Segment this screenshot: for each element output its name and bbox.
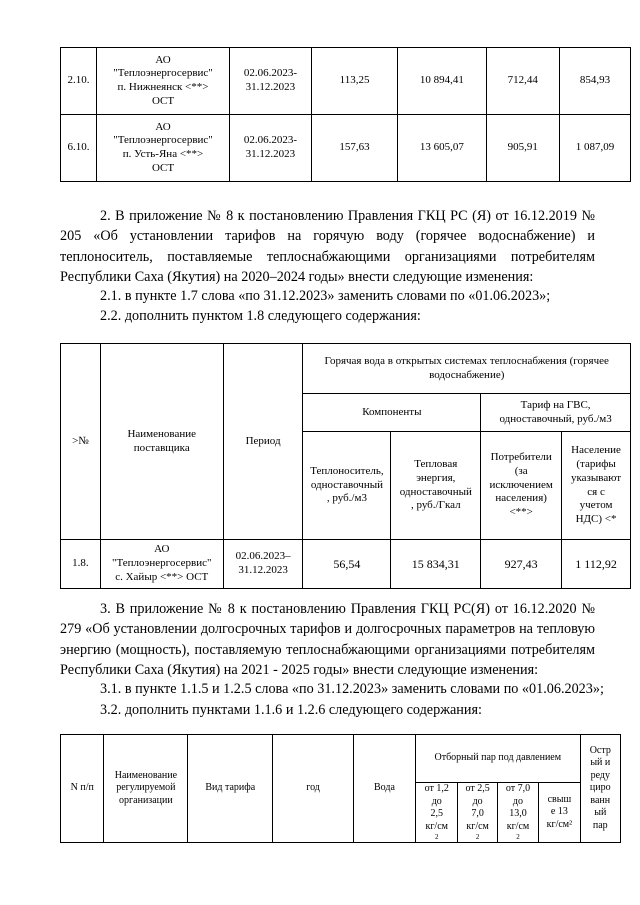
- value-cell: 13 605,07: [398, 115, 486, 182]
- header-tariff-type: Вид тарифа: [188, 735, 273, 843]
- value-cell: 113,25: [311, 48, 398, 115]
- value-cell: 56,54: [303, 540, 391, 589]
- header-period: Период: [223, 344, 303, 540]
- header-year: год: [273, 735, 354, 843]
- row-number: 1.8.: [61, 540, 101, 589]
- heat-tariff-table: [60, 734, 621, 843]
- header-pressure-4: свыш е 13 кг/см²: [539, 783, 580, 843]
- header-tariff: Тариф на ГВС, одноставочный, руб./м3: [481, 394, 631, 432]
- organization-name: АО "Теплоэнергосервис" п. Нижнеянск <**> ОСТ: [97, 48, 230, 115]
- header-pressure-1: от 1,2 до 2,5 кг/см 2: [416, 783, 458, 843]
- value-cell: 157,63: [311, 115, 398, 182]
- section-2-item-2: 2.2. дополнить пунктом 1.8 следующего содержания:: [100, 308, 421, 324]
- section-3-item-1: 3.1. в пункте 1.1.5 и 1.2.5 слова «по 31.12.2023» заменить словами по «01.06.2023»;: [100, 681, 604, 697]
- value-cell: 10 894,41: [398, 48, 486, 115]
- table-header-row: [61, 344, 631, 394]
- period: 02.06.2023- 31.12.2023: [230, 48, 312, 115]
- table-row: [61, 115, 631, 182]
- row-number: 2.10.: [61, 48, 97, 115]
- header-population: Население (тарифы указывают ся с учетом НДС) <*: [562, 432, 631, 540]
- value-cell: 15 834,31: [391, 540, 481, 589]
- tariff-table-1: [60, 47, 631, 182]
- value-cell: 1 087,09: [560, 115, 631, 182]
- header-pressure-2: от 2,5 до 7,0 кг/см 2: [458, 783, 497, 843]
- table-header-row: [61, 735, 621, 783]
- value-cell: 905,91: [486, 115, 560, 182]
- header-sharp-steam: Остр ый и реду циро ванн ый пар: [580, 735, 620, 843]
- header-number: >№: [61, 344, 101, 540]
- section-2-paragraph: 2. В приложение № 8 к постановлению Правления ГКЦ РС (Я) от 16.12.2019 № 205 «Об установлении тарифов на горячую воду (горячее водоснабжение) и теплоноситель, поставляемые теплоснабжающими организациями потребителям Республики Саха (Якутия) на 2020–2024 годы» внести следующие изменения:: [60, 208, 595, 286]
- period: 02.06.2023- 31.12.2023: [230, 115, 312, 182]
- value-cell: 927,43: [481, 540, 562, 589]
- section-3-item-2: 3.2. дополнить пунктами 1.1.6 и 1.2.6 следующего содержания:: [100, 702, 482, 718]
- header-number: N п/п: [61, 735, 104, 843]
- supplier-name: АО "Теплоэнергосервис" с. Хайыр <**> ОСТ: [100, 540, 223, 589]
- value-cell: 854,93: [560, 48, 631, 115]
- value-cell: 712,44: [486, 48, 560, 115]
- header-supplier: Наименование поставщика: [100, 344, 223, 540]
- table-row: [61, 540, 631, 589]
- period: 02.06.2023– 31.12.2023: [223, 540, 303, 589]
- header-organization: Наименование регулируемой организации: [104, 735, 188, 843]
- header-water: Вода: [353, 735, 415, 843]
- hot-water-tariff-table: [60, 343, 631, 589]
- header-hot-water-group: Горячая вода в открытых системах теплоснабжения (горячее водоснабжение): [303, 344, 631, 394]
- header-heat-carrier: Теплоноситель, одноставочный , руб./м3: [303, 432, 391, 540]
- header-pressure-3: от 7,0 до 13,0 кг/см 2: [497, 783, 538, 843]
- value-cell: 1 112,92: [562, 540, 631, 589]
- header-components: Компоненты: [303, 394, 481, 432]
- organization-name: АО "Теплоэнергосервис" п. Усть-Яна <**> ОСТ: [97, 115, 230, 182]
- table-row: [61, 48, 631, 115]
- header-steam-pressure: Отборный пар под давлением: [416, 735, 581, 783]
- section-2-item-1: 2.1. в пункте 1.7 слова «по 31.12.2023» заменить словами по «01.06.2023»;: [100, 288, 551, 304]
- section-3-paragraph: 3. В приложение № 8 к постановлению Правления ГКЦ РС(Я) от 16.12.2020 № 279 «Об установлении долгосрочных тарифов и долгосрочных параметров на тепловую энергию (мощность), поставляемую теплоснабжающими организациями потребителям Республики Саха (Якутия) на 2021 - 2025 годы» внести следующие изменения:: [60, 601, 595, 679]
- header-heat-energy: Тепловая энергия, одноставочный , руб./Гкал: [391, 432, 481, 540]
- row-number: 6.10.: [61, 115, 97, 182]
- header-consumers: Потребители (за исключением населения) <**>: [481, 432, 562, 540]
